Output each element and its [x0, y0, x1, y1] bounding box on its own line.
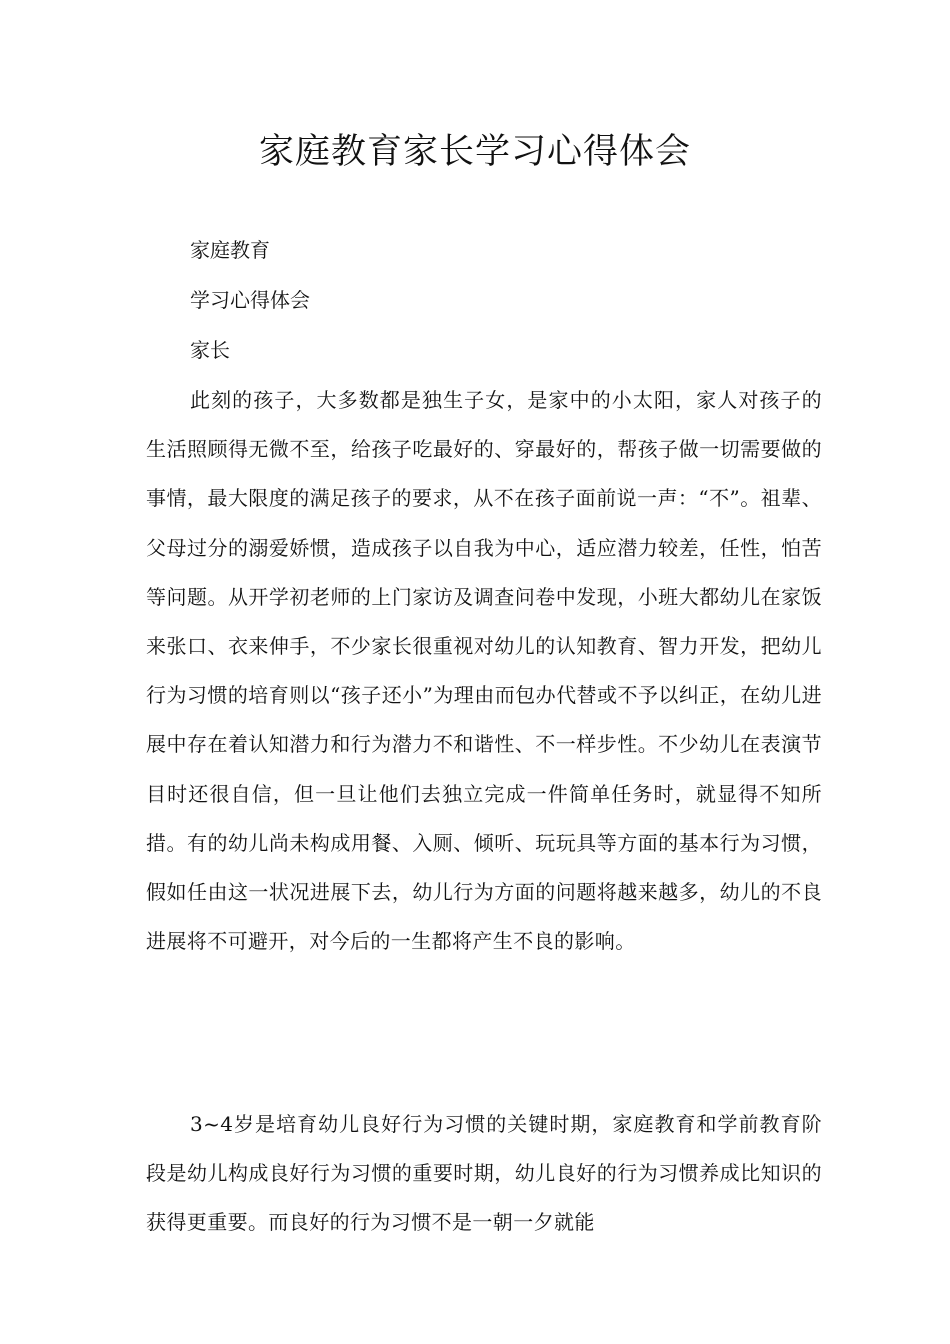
- body-paragraph-2: 3~4岁是培育幼儿良好行为习惯的关键时期，家庭教育和学前教育阶段是幼儿构成良好行为习惯的重要时期，幼儿良好的行为习惯养成比知识的获得更重要。而良好的行为习惯不是一朝一夕就能: [146, 1112, 822, 1235]
- meta-line-author: 家长: [190, 338, 230, 362]
- document-title: 家庭教育家长学习心得体会: [258, 132, 691, 172]
- meta-line-topic: 家庭教育: [190, 238, 270, 262]
- body-paragraph-1: 此刻的孩子，大多数都是独生子女，是家中的小太阳，家人对孩子的生活照顾得无微不至，给孩子吃最好的、穿最好的，帮孩子做一切需要做的事情，最大限度的满足孩子的要求，从不在孩子面前说一声：“不”。祖辈、父母过分的溺爱娇惯，造成孩子以自我为中心，适应潜力较差，任性，怕苦等问题。从开学初老师的上门家访及调查问卷中发现，小班大都幼儿在家饭来张口、衣来伸手，不少家长很重视对幼儿的认知教育、智力开发，把幼儿行为习惯的培育则以“孩子还小”为理由而包办代替或不予以纠正，在幼儿进展中存在着认知潜力和行为潜力不和谐性、不一样步性。不少幼儿在表演节目时还很自信，但一旦让他们去独立完成一件简单任务时，就显得不知所措。有的幼儿尚未构成用餐、入厕、倾听、玩玩具等方面的基本行为习惯，假如任由这一状况进展下去，幼儿行为方面的问题将越来越多，幼儿的不良进展将不可避开，对今后的一生都将产生不良的影响。: [146, 388, 822, 954]
- meta-line-subject: 学习心得体会: [190, 288, 310, 312]
